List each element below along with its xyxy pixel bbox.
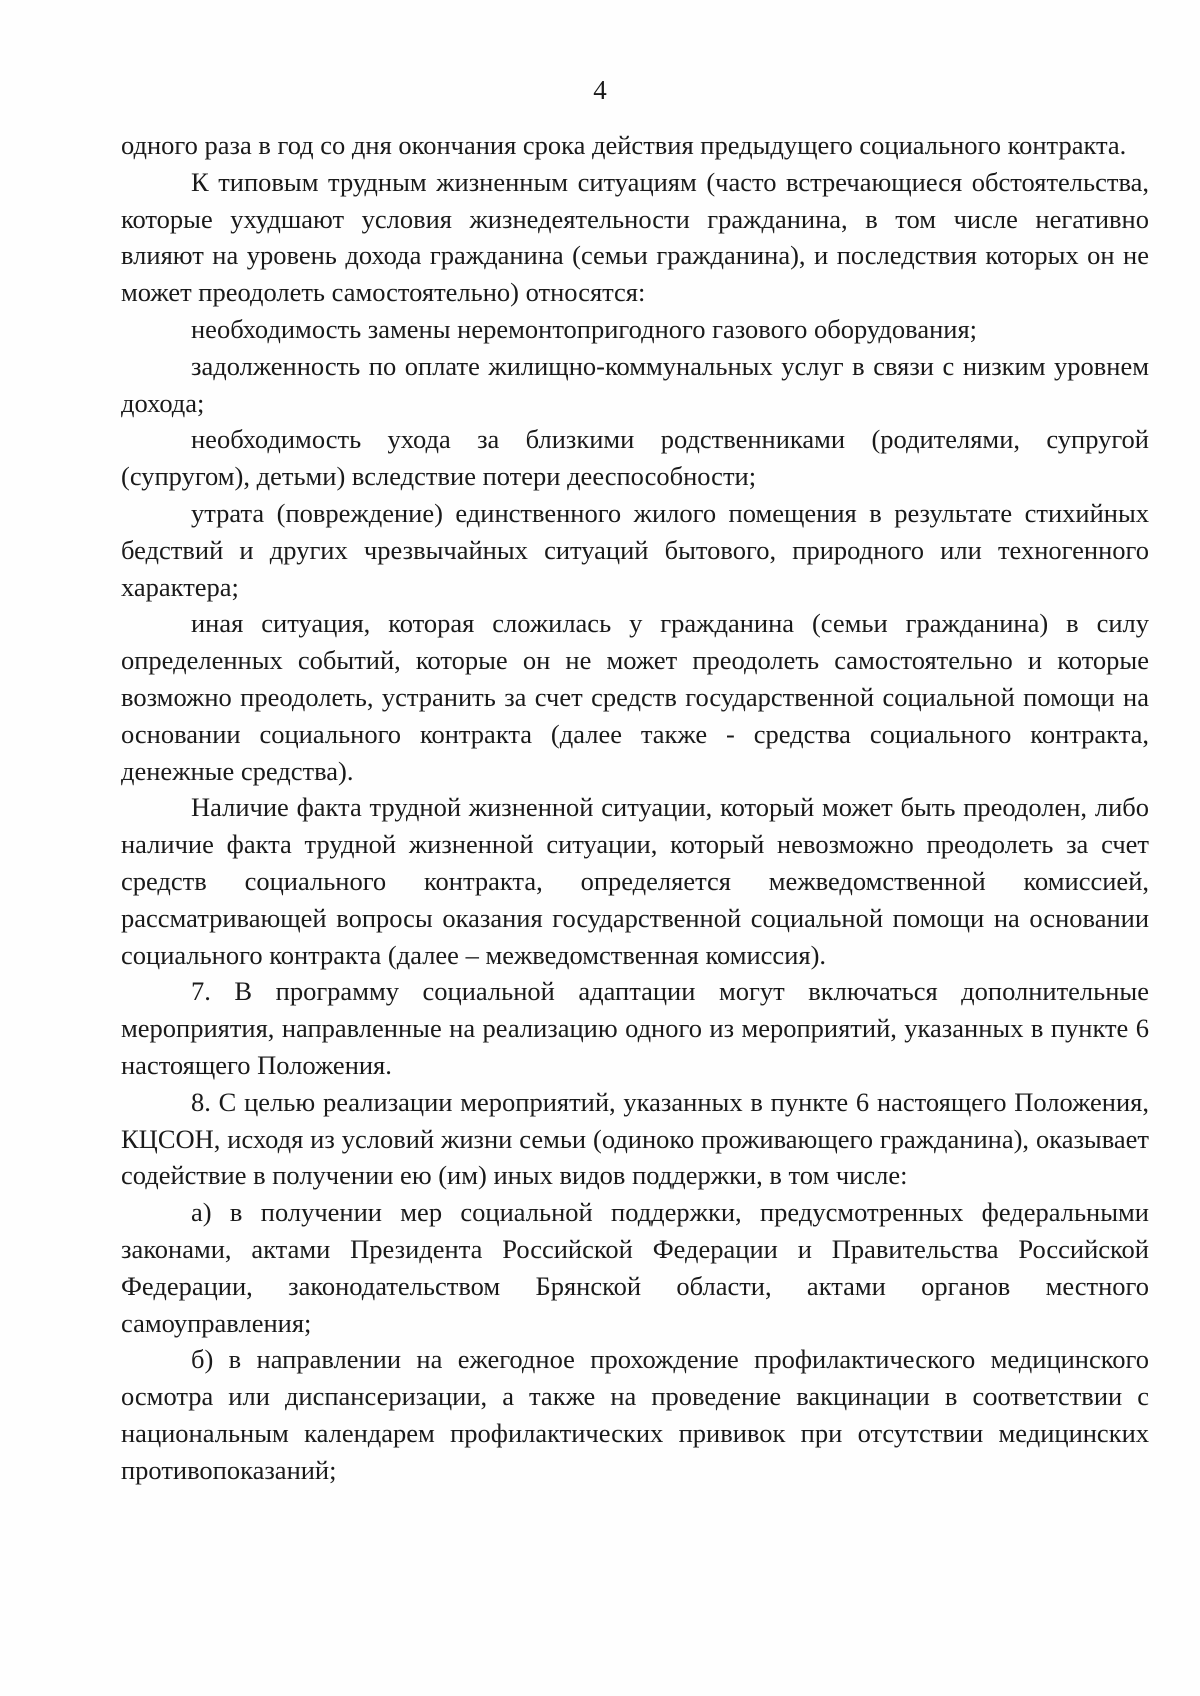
page-number: 4 [593,75,607,105]
paragraph-contract-term: одного раза в год со дня окончания срока действия предыдущего социального контракта. [121,130,1127,160]
clause-8: 8. С целью реализации мероприятий, указанных в пункте 6 настоящего Положения, КЦСОН, исходя из условий жизни семьи (одиноко проживающего гражданина), оказывает содействие в получении ею (им) иных видов поддержки, в том числе: [121,1086,1149,1191]
list-item-utility-debt: задолженность по оплате жилищно-коммунальных услуг в связи с низким уровнем дохода; [121,350,1149,418]
list-item-other-situation: иная ситуация, которая сложилась у гражданина (семьи гражданина) в силу определенных событий, которые он не может преодолеть самостоятельно и которые возможно преодолеть, устранить за счет средств государственной социальной помощи на основании социального контракта (далее также - средства социального контракта, денежные средства). [121,608,1149,786]
paragraph-commission: Наличие факта трудной жизненной ситуации, который может быть преодолен, либо наличие факта трудной жизненной ситуации, который невозможно преодолеть за счет средств социального контракта, определяется межведомственной комиссией, рассматривающей вопросы оказания государственной социальной помощи на основании социального контракта (далее – межведомственная комиссия). [121,792,1149,970]
subclause-a: а) в получении мер социальной поддержки, предусмотренных федеральными законами, актами Президента Российской Федерации и Правительства Российской Федерации, законодательством Брянской области, актами органов местного самоуправления; [121,1197,1149,1338]
list-item-housing-loss: утрата (повреждение) единственного жилого помещения в результате стихийных бедствий и других чрезвычайных ситуаций бытового, природного или техногенного характера; [121,497,1149,602]
paragraph-typical-situations: К типовым трудным жизненным ситуациям (часто встречающиеся обстоятельства, которые ухудшают условия жизнедеятельности гражданина, в том числе негативно влияют на уровень дохода гражданина (семьи гражданина), и последствия которых он не может преодолеть самостоятельно) относятся: [121,166,1149,308]
list-item-relative-care: необходимость ухода за близкими родственниками (родителями, супругой (супругом), детьми) вследствие потери дееспособности; [121,424,1149,492]
clause-7: 7. В программу социальной адаптации могут включаться дополнительные мероприятия, направленные на реализацию одного из мероприятий, указанных в пункте 6 настоящего Положения. [121,976,1149,1080]
list-item-gas-equipment: необходимость замены неремонтопригодного газового оборудования; [191,313,978,344]
document-body [121,127,1149,1488]
subclause-b: б) в направлении на ежегодное прохождение профилактического медицинского осмотра или диспансеризации, а также на проведение вакцинации в соответствии с национальным календарем профилактических прививок при отсутствии медицинских противопоказаний; [121,1344,1149,1485]
